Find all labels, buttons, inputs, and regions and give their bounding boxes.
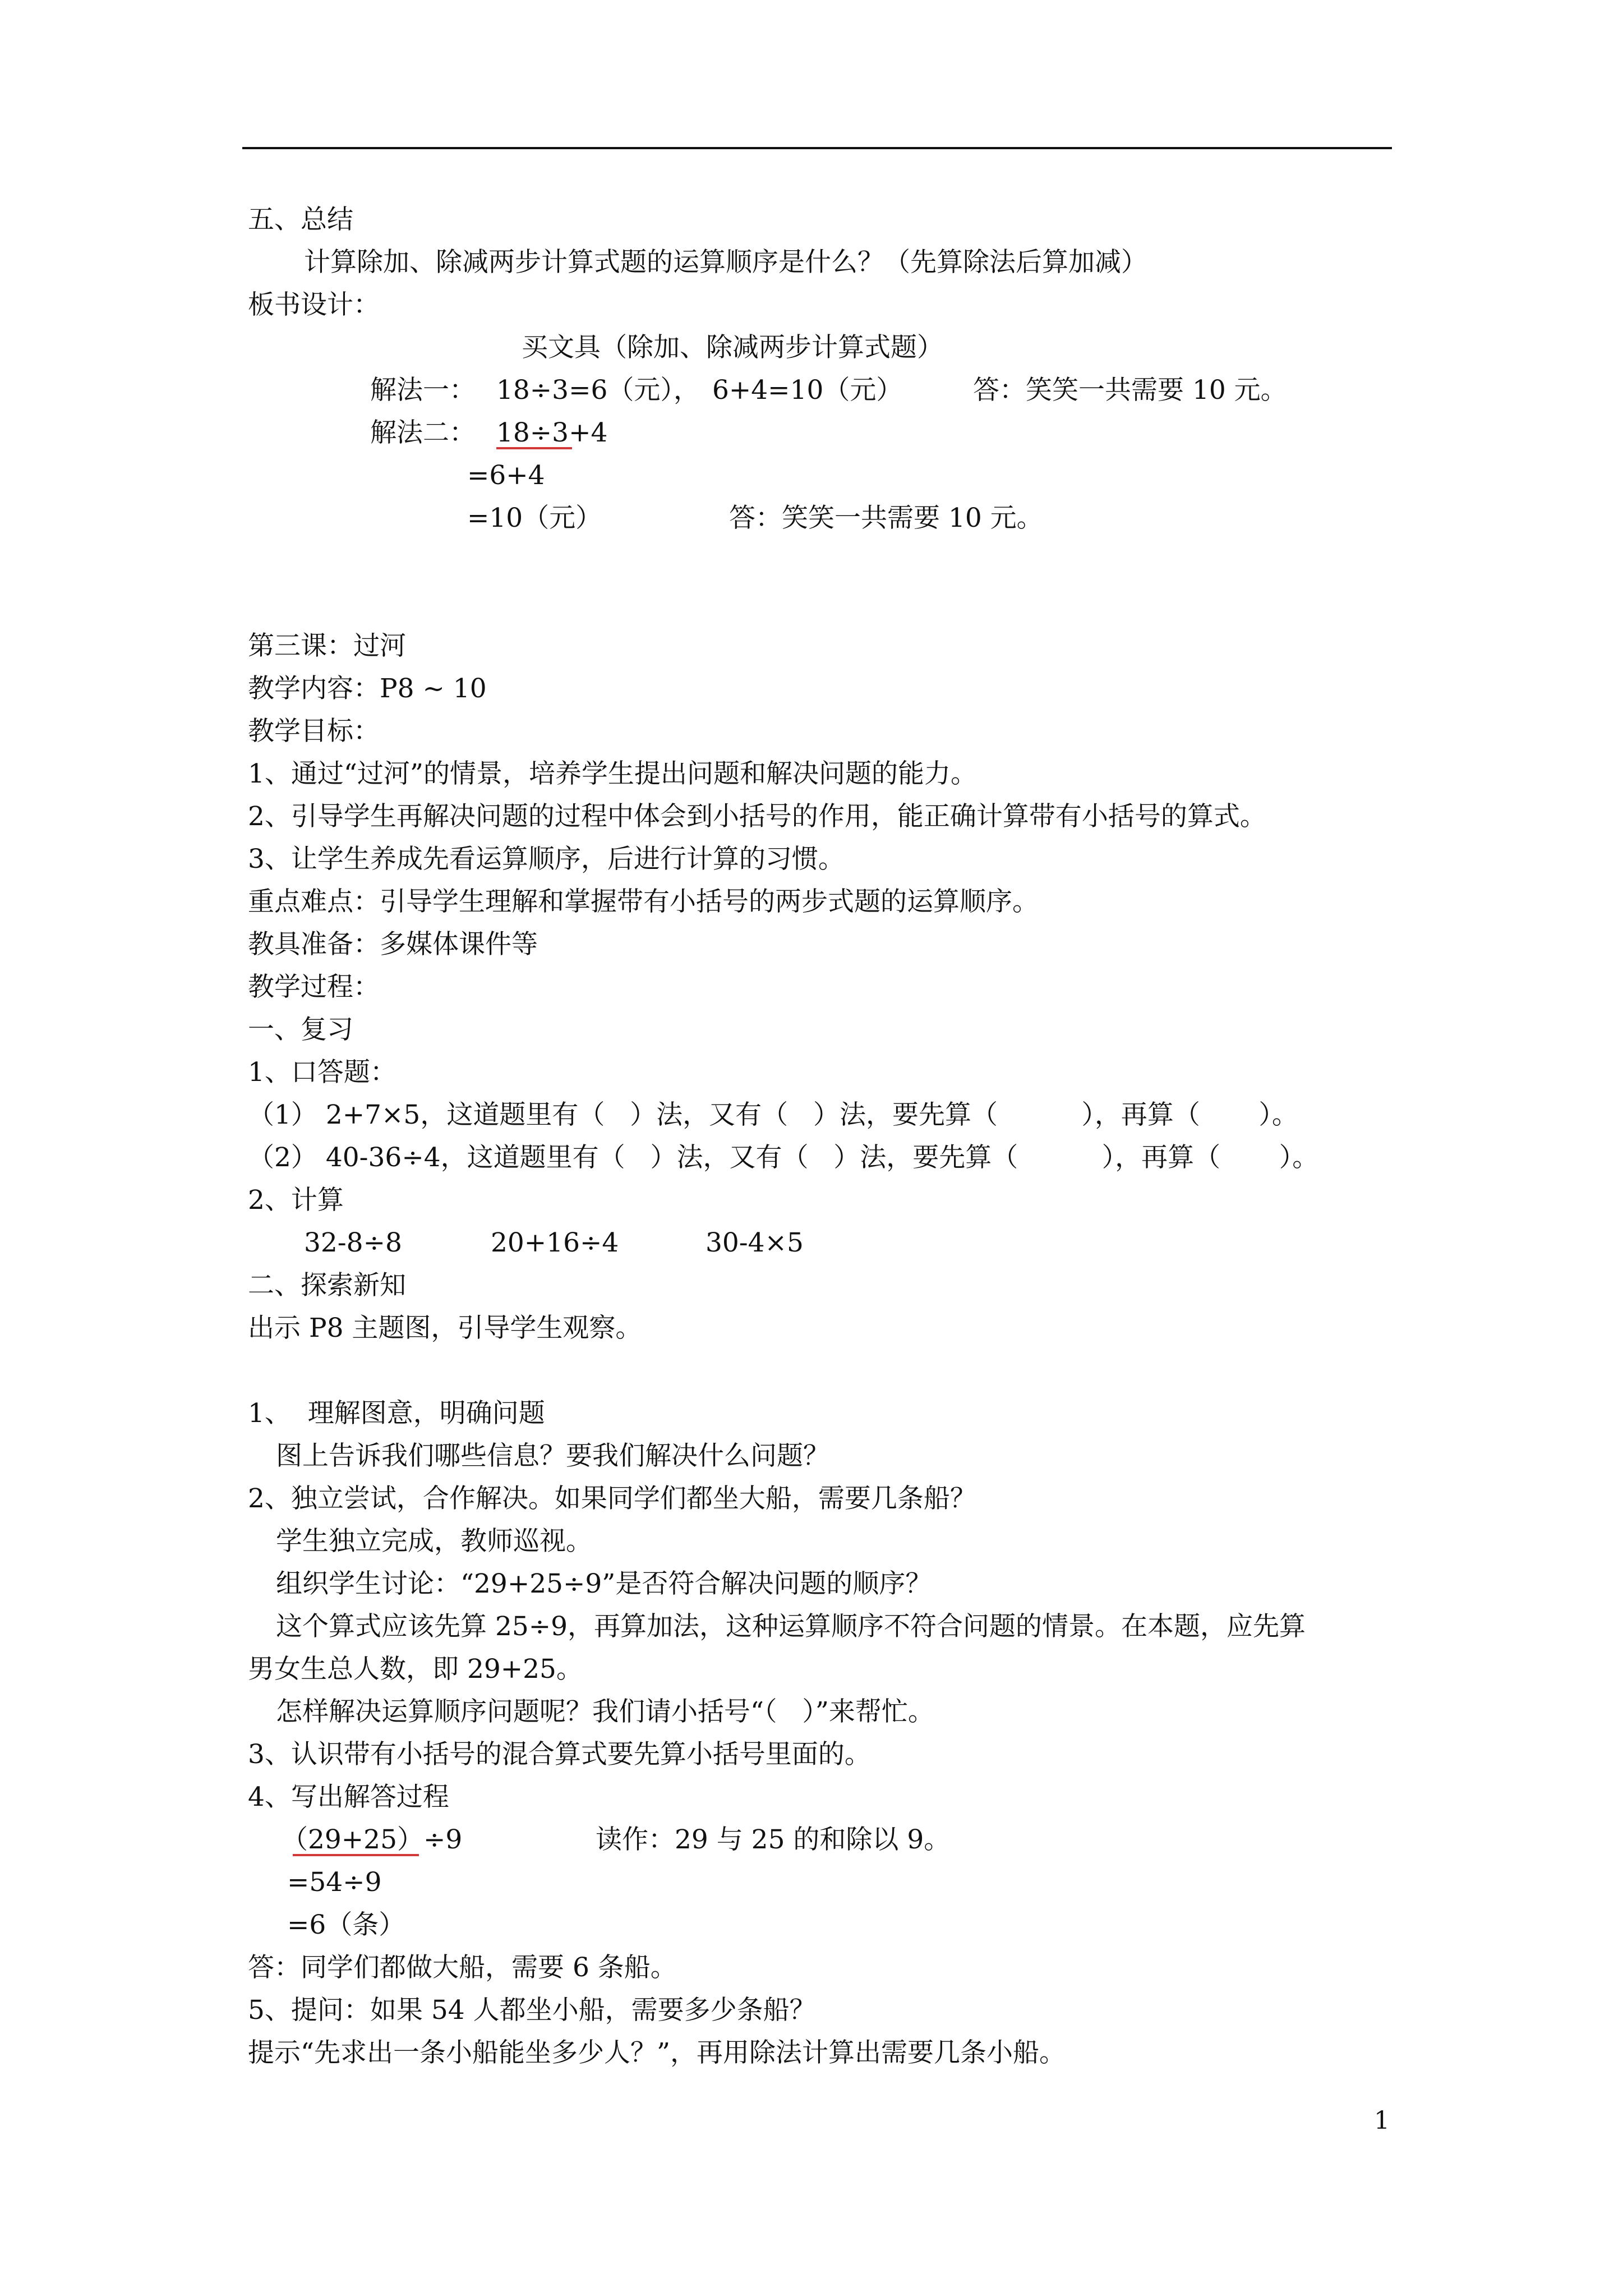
solution-step1: =54÷9	[287, 1867, 382, 1898]
method-one-step2: 6+4=10（元）	[712, 375, 903, 406]
method-two-step2: =10（元）	[467, 503, 602, 533]
step-2-explanation-cont: 男女生总人数，即 29+25。	[248, 1654, 583, 1685]
step-2-activity: 学生独立完成，教师巡视。	[276, 1526, 592, 1557]
oral-questions-label: 1、口答题：	[248, 1057, 396, 1088]
oral-question-2: （2） 40-36÷4，这道题里有（ ）法，又有（ ）法，要先算（ ），再算（ ）。	[248, 1142, 1319, 1173]
method-two-expression: 18÷3+4	[496, 417, 608, 448]
calculate-label: 2、计算	[248, 1185, 344, 1216]
step-2-explanation: 这个算式应该先算 25÷9，再算加法，这种运算顺序不符合问题的情景。在本题，应先算	[276, 1611, 1306, 1642]
method-one-label: 解法一：	[370, 375, 476, 406]
key-difficulties: 重点难点：引导学生理解和掌握带有小括号的两步式题的运算顺序。	[248, 886, 1039, 917]
step-3-heading: 3、认识带有小括号的混合算式要先算小括号里面的。	[248, 1739, 871, 1770]
teaching-aids: 教具准备：多媒体课件等	[248, 929, 538, 960]
step-4-heading: 4、写出解答过程	[248, 1782, 449, 1812]
calc-item-3: 30-4×5	[706, 1227, 804, 1258]
goal-1: 1、通过“过河”的情景，培养学生提出问题和解决问题的能力。	[248, 758, 977, 789]
explore-heading: 二、探索新知	[248, 1270, 406, 1301]
goal-3: 3、让学生养成先看运算顺序，后进行计算的习惯。	[248, 844, 845, 875]
summary-question: 计算除加、除减两步计算式题的运算顺序是什么？（先算除法后算加减）	[304, 247, 1147, 278]
teaching-goals-label: 教学目标：	[248, 716, 380, 747]
board-title: 买文具（除加、除减两步计算式题）	[522, 332, 943, 363]
teaching-content: 教学内容：P8 ~ 10	[248, 673, 487, 704]
step-5-hint: 提示“先求出一条小船能坐多少人？”，再用除法计算出需要几条小船。	[248, 2037, 1066, 2068]
calc-item-1: 32-8÷8	[304, 1227, 402, 1258]
method-two-step1: =6+4	[467, 460, 545, 491]
step-2-heading: 2、独立尝试，合作解决。如果同学们都坐大船，需要几条船？	[248, 1483, 976, 1514]
section-summary-heading: 五、总结	[248, 204, 353, 235]
calc-item-2: 20+16÷4	[491, 1227, 619, 1258]
oral-question-1: （1） 2+7×5，这道题里有（ ）法，又有（ ）法，要先算（ ），再算（ ）。	[248, 1099, 1298, 1130]
solution-red-underline	[293, 1854, 419, 1856]
step-5-question: 5、提问：如果 54 人都坐小船，需要多少条船？	[248, 1995, 816, 2026]
teaching-process-label: 教学过程：	[248, 972, 380, 1002]
header-rule	[242, 147, 1392, 149]
step-2-parentheses: 怎样解决运算顺序问题呢？我们请小括号“（ ）”来帮忙。	[276, 1696, 934, 1727]
board-design-label: 板书设计：	[248, 289, 380, 320]
page-number: 1	[1374, 2106, 1390, 2135]
review-heading: 一、复习	[248, 1014, 353, 1045]
step-1-question: 图上告诉我们哪些信息？要我们解决什么问题？	[276, 1441, 829, 1471]
goal-2: 2、引导学生再解决问题的过程中体会到小括号的作用，能正确计算带有小括号的算式。	[248, 801, 1266, 832]
method-two-red-underline	[496, 447, 572, 449]
solution-step2: =6（条）	[287, 1910, 405, 1940]
solution-reading: 读作：29 与 25 的和除以 9。	[596, 1824, 951, 1855]
method-one-step1: 18÷3=6（元），	[496, 375, 700, 406]
solution-expression: （29+25）÷9	[282, 1824, 463, 1855]
show-theme-picture: 出示 P8 主题图，引导学生观察。	[248, 1313, 642, 1343]
step-1-heading: 1、 理解图意，明确问题	[248, 1398, 545, 1429]
method-two-answer: 答：笑笑一共需要 10 元。	[729, 503, 1043, 533]
solution-answer: 答：同学们都做大船，需要 6 条船。	[248, 1952, 677, 1983]
step-2-discussion: 组织学生讨论：“29+25÷9”是否符合解决问题的顺序？	[276, 1568, 932, 1599]
method-one-answer: 答：笑笑一共需要 10 元。	[973, 375, 1287, 406]
lesson-three-title: 第三课：过河	[248, 631, 406, 661]
method-two-label: 解法二：	[370, 417, 476, 448]
